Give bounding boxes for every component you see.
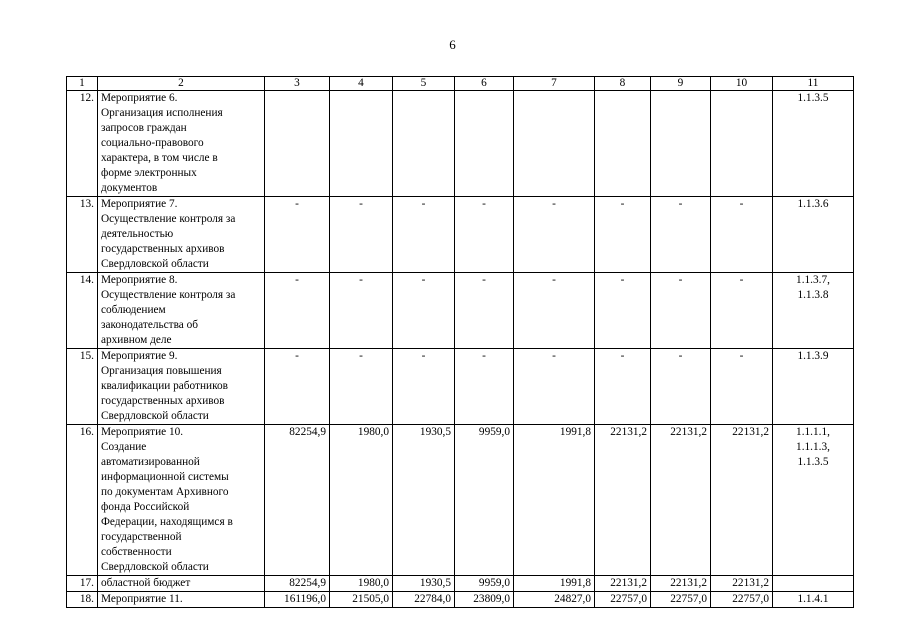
activity-name [98,91,265,197]
funding-value: - [393,349,455,425]
funding-value: 82254,9 [265,576,330,592]
activity-name-line: Мероприятие 10. [101,426,184,438]
table-row [67,592,854,608]
target-indicator-code: 1.1.3.9 [797,350,829,362]
activity-name [98,425,265,576]
funding-value: - [514,273,595,349]
target-indicator-code: 1.1.3.8 [797,289,829,301]
target-indicator-code: 1.1.1.1, [796,426,830,438]
funding-value: 22131,2 [595,576,651,592]
activity-name-line: Осуществление контроля за [101,213,236,225]
activity-name-line: собственности [101,546,172,558]
funding-value: - [595,349,651,425]
funding-value: 22131,2 [595,425,651,576]
activity-name-line: областной бюджет [101,577,191,589]
funding-value: 24827,0 [514,592,595,608]
target-indicator-codes [773,197,854,273]
funding-value: 1930,5 [393,576,455,592]
page-number: 6 [449,37,456,52]
activity-name-line: Осуществление контроля за [101,289,236,301]
program-activities-table [66,76,854,608]
activity-name-line: фонда Российской [101,501,190,513]
funding-value: - [514,349,595,425]
activity-name-line: законодательства об [101,319,198,331]
activity-name-line: социально-правового [101,137,204,149]
column-header: 4 [330,77,393,91]
funding-value: - [393,197,455,273]
funding-value [393,91,455,197]
funding-value: 82254,9 [265,425,330,576]
target-indicator-codes [773,592,854,608]
table-row [67,425,854,576]
funding-value: - [651,349,711,425]
activity-name-line: Свердловской области [101,258,209,270]
funding-value: 1930,5 [393,425,455,576]
column-header: 2 [98,77,265,91]
funding-value: 22757,0 [711,592,773,608]
funding-value: 22784,0 [393,592,455,608]
funding-value: 1991,8 [514,576,595,592]
activity-name-line: соблюдением [101,304,166,316]
target-indicator-code: 1.1.3.7, [796,274,830,286]
activity-name-line: форме электронных [101,167,197,179]
activity-name-line: информационной системы [101,471,229,483]
funding-value: - [595,197,651,273]
funding-value: 9959,0 [455,576,514,592]
funding-value [514,91,595,197]
activity-name-line: Организация исполнения [101,107,223,119]
row-number: 13. [67,197,98,273]
activity-name-line: Мероприятие 11. [101,593,183,605]
activity-name-line: Мероприятие 6. [101,92,178,104]
funding-value: 22757,0 [595,592,651,608]
target-indicator-codes [773,91,854,197]
column-header: 7 [514,77,595,91]
activity-name [98,592,265,608]
row-number: 17. [67,576,98,592]
column-header: 6 [455,77,514,91]
column-header: 3 [265,77,330,91]
funding-value: 22757,0 [651,592,711,608]
funding-value: - [651,197,711,273]
activity-name-line: документов [101,182,158,194]
target-indicator-code: 1.1.3.5 [797,92,829,104]
funding-value: 1980,0 [330,425,393,576]
funding-value: 22131,2 [651,425,711,576]
row-number: 12. [67,91,98,197]
row-number: 18. [67,592,98,608]
activity-name-line: по документам Архивного [101,486,229,498]
funding-value: 9959,0 [455,425,514,576]
activity-name-line: архивном деле [101,334,172,346]
activity-name-line: Мероприятие 8. [101,274,178,286]
funding-value [651,91,711,197]
activity-name-line: автоматизированной [101,456,200,468]
target-indicator-codes [773,576,854,592]
funding-value: 21505,0 [330,592,393,608]
funding-value: - [265,349,330,425]
table-row [67,91,854,197]
activity-name [98,197,265,273]
activity-name-line: государственных архивов [101,395,225,407]
funding-value: - [455,349,514,425]
funding-value [711,91,773,197]
funding-value: - [514,197,595,273]
activity-name [98,576,265,592]
activity-name-line: деятельностью [101,228,174,240]
funding-value: - [265,273,330,349]
funding-value: - [711,197,773,273]
activity-name-line: запросов граждан [101,122,187,134]
column-header: 10 [711,77,773,91]
column-header: 9 [651,77,711,91]
target-indicator-code: 1.1.3.5 [797,456,829,468]
target-indicator-code: 1.1.3.6 [797,198,829,210]
funding-value: 161196,0 [265,592,330,608]
column-header: 8 [595,77,651,91]
funding-value: 22131,2 [651,576,711,592]
activity-name [98,273,265,349]
funding-value: - [651,273,711,349]
activity-name-line: Мероприятие 9. [101,350,178,362]
target-indicator-codes [773,273,854,349]
funding-value: 1980,0 [330,576,393,592]
funding-value: 22131,2 [711,425,773,576]
funding-value: - [330,349,393,425]
activity-name-line: квалификации работников [101,380,228,392]
activity-name-line: государственных архивов [101,243,225,255]
funding-value: - [455,273,514,349]
funding-value: - [595,273,651,349]
row-number: 14. [67,273,98,349]
funding-value: - [330,273,393,349]
target-indicator-code: 1.1.1.3, [796,441,830,453]
table-row [67,197,854,273]
funding-value [330,91,393,197]
column-header: 11 [773,77,854,91]
funding-value: - [265,197,330,273]
activity-name-line: Свердловской области [101,410,209,422]
funding-value [265,91,330,197]
activity-name [98,349,265,425]
activity-name-line: государственной [101,531,182,543]
column-header: 5 [393,77,455,91]
table-row [67,576,854,592]
table-row [67,273,854,349]
activity-name-line: характера, в том числе в [101,152,218,164]
target-indicator-codes [773,349,854,425]
row-number: 16. [67,425,98,576]
column-header: 1 [67,77,98,91]
funding-value [595,91,651,197]
column-number-row [67,77,854,91]
activity-name-line: Создание [101,441,147,453]
target-indicator-code: 1.1.4.1 [797,593,829,605]
row-number: 15. [67,349,98,425]
funding-value: 1991,8 [514,425,595,576]
funding-value: - [330,197,393,273]
activity-name-line: Свердловской области [101,561,209,573]
activity-name-line: Мероприятие 7. [101,198,178,210]
activity-name-line: Федерации, находящимся в [101,516,233,528]
funding-value: - [711,273,773,349]
funding-value: - [455,197,514,273]
funding-value: - [711,349,773,425]
target-indicator-codes [773,425,854,576]
funding-value [455,91,514,197]
table-row [67,349,854,425]
funding-value: 23809,0 [455,592,514,608]
activity-name-line: Организация повышения [101,365,222,377]
funding-value: 22131,2 [711,576,773,592]
funding-value: - [393,273,455,349]
